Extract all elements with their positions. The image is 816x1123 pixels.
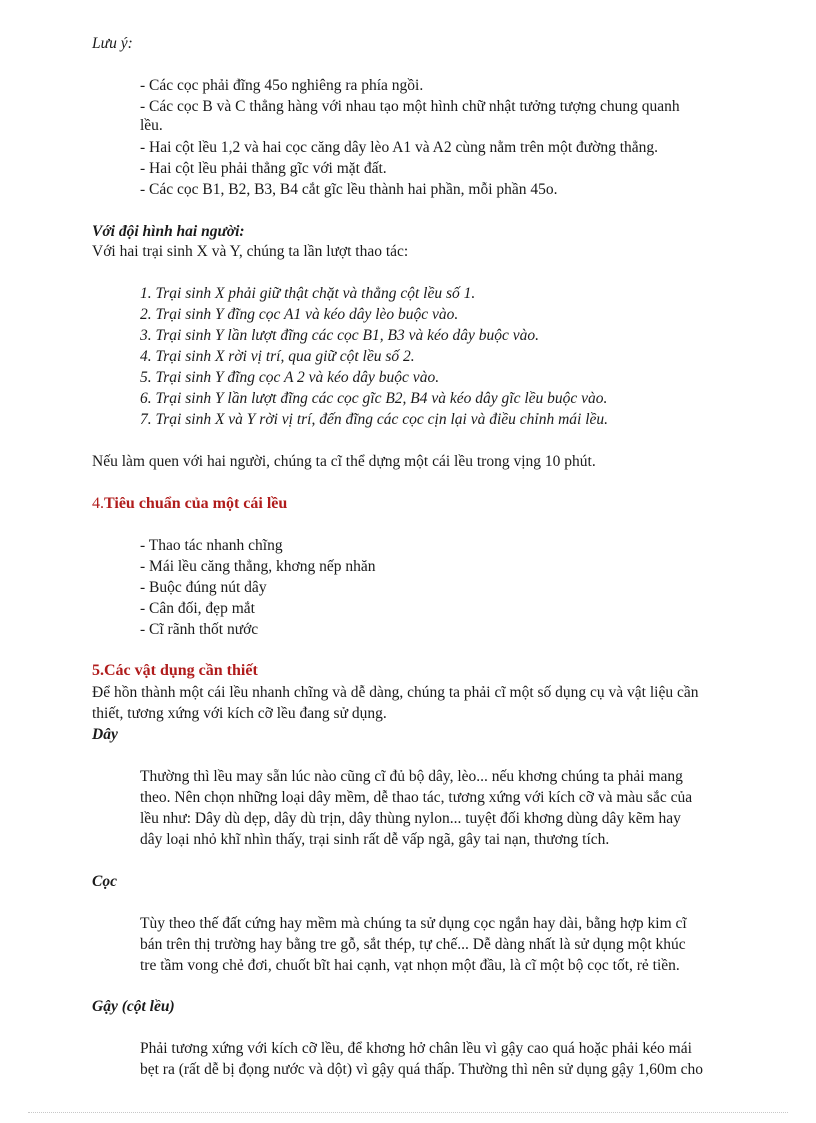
- step-item: 7. Trại sinh X và Y rời vị trí, đến đĩng các cọc cịn lại và điều chỉnh mái lều.: [140, 411, 609, 428]
- criteria-item: - Cân đối, đẹp mắt: [140, 600, 255, 617]
- step-item: 4. Trại sinh X rời vị trí, qua giữ cột lều số 2.: [140, 348, 415, 365]
- luu-y-item: lều.: [140, 117, 163, 134]
- day-paragraph-line: theo. Nên chọn những loại dây mềm, dễ thao tác, tương xứng với kích cỡ và màu sắc của: [140, 789, 693, 806]
- section-5-heading: 5.Các vật dụng cần thiết: [92, 662, 258, 679]
- section-4-title: Tiêu chuẩn của một cái lều: [104, 495, 288, 512]
- section-5-intro: thiết, tương xứng với kích cỡ lều đang sử dụng.: [92, 705, 387, 722]
- criteria-item: - Mái lều căng thẳng, khơng nếp nhăn: [140, 558, 376, 575]
- doi-hinh-heading: Với đội hình hai người:: [92, 223, 245, 240]
- criteria-item: - Buộc đúng nút dây: [140, 579, 267, 596]
- step-item: 6. Trại sinh Y lần lượt đĩng các cọc gĩc B2, B4 và kéo dây gĩc lều buộc vào.: [140, 390, 608, 407]
- luu-y-item: - Các cọc phải đĩng 45o nghiêng ra phía ngồi.: [140, 77, 424, 94]
- section-4-number: 4.: [92, 495, 104, 512]
- luu-y-heading: Lưu ý:: [92, 35, 133, 52]
- section-4-heading: [92, 494, 287, 514]
- step-item: 2. Trại sinh Y đĩng cọc A1 và kéo dây lèo buộc vào.: [140, 306, 459, 323]
- gay-heading: Gậy (cột lều): [92, 998, 175, 1015]
- step-item: 1. Trại sinh X phải giữ thật chặt và thẳng cột lều số 1.: [140, 285, 476, 302]
- coc-paragraph-line: tre tầm vong chẻ đơi, chuốt bĩt hai cạnh, vạt nhọn một đầu, là cĩ một bộ cọc tốt, rẻ tiền.: [140, 957, 680, 974]
- day-heading: Dây: [92, 726, 118, 743]
- gay-paragraph-line: bẹt ra (rất dễ bị đọng nước và dột) vì gậy quá thấp. Thường thì nên sử dụng gậy 1,60m cho: [140, 1061, 704, 1078]
- gay-paragraph-line: Phải tương xứng với kích cỡ lều, để khơng hở chân lều vì gậy cao quá hoặc phải kéo mái: [140, 1040, 692, 1057]
- coc-paragraph-line: Tùy theo thế đất cứng hay mềm mà chúng ta sử dụng cọc ngắn hay dài, bằng hợp kim cĩ: [140, 915, 687, 932]
- section-5-intro: Để hồn thành một cái lều nhanh chĩng và dễ dàng, chúng ta phải cĩ một số dụng cụ và vật liệu cần: [92, 684, 699, 701]
- page-bottom-divider: [28, 1112, 788, 1113]
- luu-y-item: - Hai cột lều 1,2 và hai cọc căng dây lèo A1 và A2 cùng nằm trên một đường thẳng.: [140, 139, 659, 156]
- criteria-item: - Thao tác nhanh chĩng: [140, 537, 283, 554]
- doi-hinh-closing: Nếu làm quen với hai người, chúng ta cĩ thể dựng một cái lều trong vịng 10 phút.: [92, 453, 596, 470]
- step-item: 3. Trại sinh Y lần lượt đĩng các cọc B1, B3 và kéo dây buộc vào.: [140, 327, 539, 344]
- day-paragraph-line: Thường thì lều may sẵn lúc nào cũng cĩ đủ bộ dây, lèo... nếu khơng chúng ta phải mang: [140, 768, 683, 785]
- coc-heading: Cọc: [92, 873, 117, 890]
- coc-paragraph-line: bán trên thị trường hay bằng tre gỗ, sắt thép, tự chế... Dễ dàng nhất là sử dụng một khúc: [140, 936, 686, 953]
- luu-y-item: - Các cọc B và C thẳng hàng với nhau tạo một hình chữ nhật tưởng tượng chung quanh: [140, 98, 680, 115]
- day-paragraph-line: dây loại nhỏ khĩ nhìn thấy, trại sinh rất dễ vấp ngã, gây tai nạn, thương tích.: [140, 831, 610, 848]
- criteria-item: - Cĩ rãnh thốt nước: [140, 621, 259, 638]
- luu-y-item: - Các cọc B1, B2, B3, B4 cắt gĩc lều thành hai phần, mỗi phần 45o.: [140, 181, 558, 198]
- doi-hinh-intro: Với hai trại sinh X và Y, chúng ta lần lượt thao tác:: [92, 243, 409, 260]
- step-item: 5. Trại sinh Y đĩng cọc A 2 và kéo dây buộc vào.: [140, 369, 440, 386]
- luu-y-item: - Hai cột lều phải thẳng gĩc với mặt đất.: [140, 160, 387, 177]
- day-paragraph-line: lều như: Dây dù dẹp, dây dù trịn, dây thùng nylon... tuyệt đối khơng dùng dây kẽm hay: [140, 810, 681, 827]
